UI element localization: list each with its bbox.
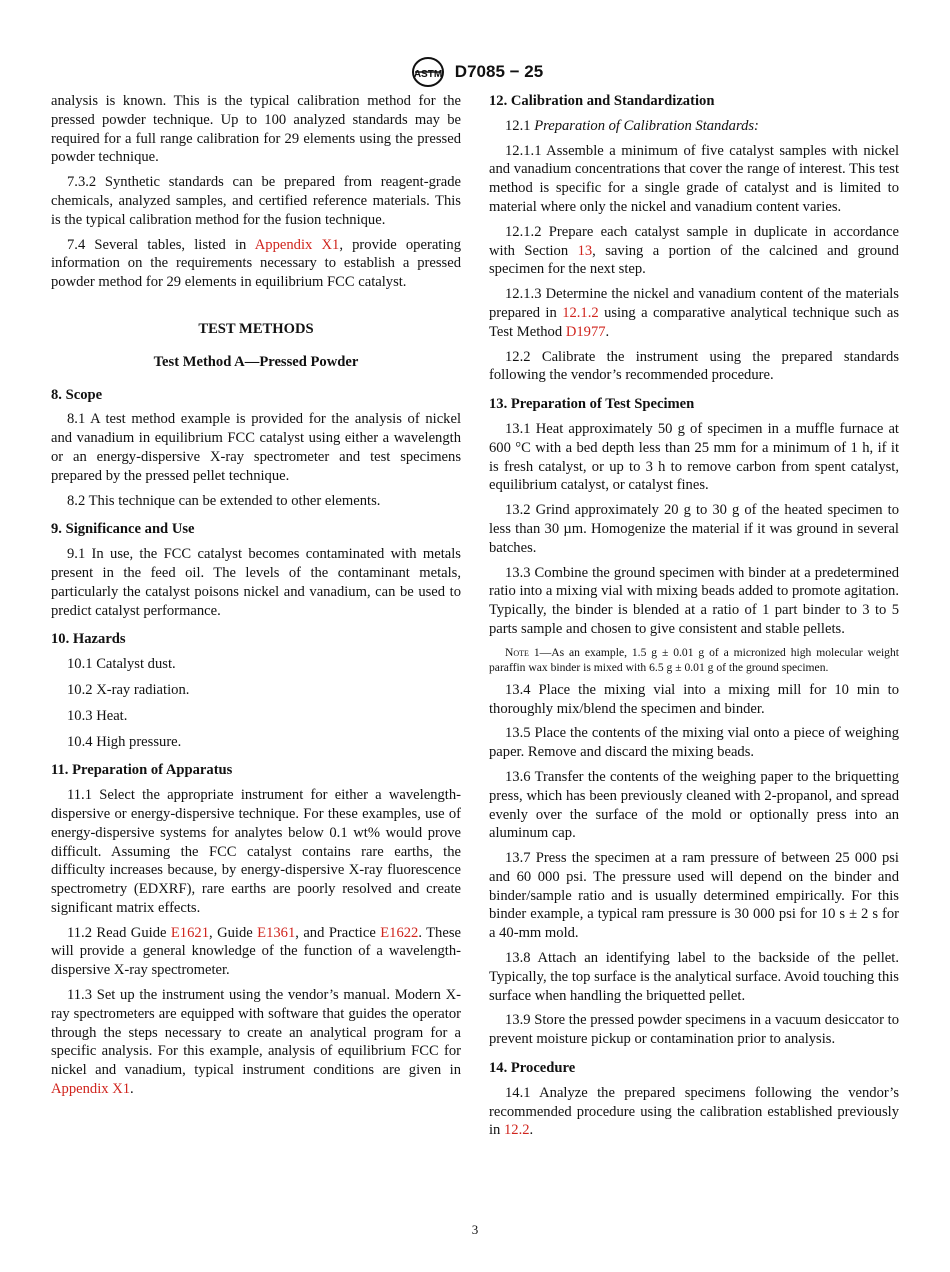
section-heading-test-specimen: 13. Preparation of Test Specimen (489, 396, 695, 413)
note: Note 1—As an example, 1.5 g ± 0.01 g of a micronized high molecular weight paraffin wax binder is mixed with 6.5 g ± 0.01 g of the ground specimen. (489, 645, 900, 674)
test-method-a-heading: Test Method A—Pressed Powder (153, 353, 359, 370)
paragraph: 9.1 In use, the FCC catalyst becomes contaminated with metals present in the feed oil. The levels of the contaminant metals, particularly the catalyst poisons nickel and vanadium, can be used to predict catalyst performance. (51, 546, 461, 619)
section-heading-apparatus: 11. Preparation of Apparatus (51, 762, 233, 779)
paragraph: 12.1.2 Prepare each catalyst sample in duplicate in accordance with Section 13, saving a portion of the calcined and ground specimen for the next step. (489, 223, 899, 278)
left-column (51, 92, 461, 1105)
list-item: 10.3 Heat. (67, 707, 128, 724)
e1622-link[interactable]: E1622 (380, 924, 419, 941)
astm-logo-icon (407, 56, 449, 88)
d1977-link[interactable]: D1977 (565, 323, 606, 340)
paragraph: 7.4 Several tables, listed in Appendix X1, provide operating information on the requirements necessary to establish a pressed powder method for 29 elements in equilibrium FCC catalyst. (51, 236, 461, 291)
section-heading-calibration: 12. Calibration and Standardization (489, 93, 715, 109)
appendix-x1-link[interactable]: Appendix X1 (51, 1081, 131, 1098)
document-code: D7085 − 25 (454, 62, 544, 81)
appendix-x1-link[interactable]: Appendix X1 (254, 236, 340, 253)
paragraph: 13.6 Transfer the contents of the weighing paper to the briquetting press, which has been previously cleaned with 2-propanol, and spread evenly over the surface of the mold or optionally press into an aluminum cap. (489, 768, 899, 842)
section-heading-hazards: 10. Hazards (51, 631, 126, 648)
paragraph: 14.1 Analyze the prepared specimens following the vendor’s recommended procedure using the calibration established previously in 12.2. (489, 1084, 899, 1139)
section-heading-significance: 9. Significance and Use (51, 521, 195, 538)
paragraph: 12.1.1 Assemble a minimum of five catalyst samples with nickel and vanadium concentrations that cover the range of interest. This test method is specific for a single grade of catalyst and is limited to material where only the nickel and vanadium content varies. (489, 142, 899, 215)
paragraph: analysis is known. This is the typical calibration method for the pressed powder technique. Up to 100 analyzed standards may be required for a full range calibration for 29 elements using the pressed powder technique. (51, 93, 461, 166)
paragraph: 13.2 Grind approximately 20 g to 30 g of the heated specimen to less than 30 µm. Homogenize the material if it was ground in several batches. (489, 502, 899, 556)
test-methods-heading: TEST METHODS (198, 320, 314, 337)
list-item: 10.4 High pressure. (67, 733, 182, 750)
paragraph: 13.5 Place the contents of the mixing vial onto a piece of weighing paper. Remove and discard the mixing beads. (489, 725, 899, 761)
paragraph: 11.1 Select the appropriate instrument for either a wavelength-dispersive or energy-dispersive technique. For these examples, use of energy-dispersive systems for analytes below 0.1 wt% would prove difficult. Assuming the FCC catalyst contains rare earths, the difficulty increases because, by energy-dispersive X-ray fluorescence spectrometry (EDXRF), rare earths are poorly resolved and create significant matrix effects. (51, 787, 461, 916)
paragraph: 13.1 Heat approximately 50 g of specimen in a muffle furnace at 600 °C with a bed depth less than 25 mm for a minimum of 1 h, if it is fresh catalyst, or up to 3 h to remove carbon from spent catalyst, equilibrium catalyst, or catalyst fines. (489, 420, 899, 494)
section-12-1-2-link[interactable]: 12.1.2 (562, 304, 599, 321)
section-heading-procedure: 14. Procedure (489, 1060, 576, 1077)
page-header (0, 56, 950, 88)
e1621-link[interactable]: E1621 (170, 924, 209, 941)
right-column (489, 92, 899, 1146)
page-number: 3 (471, 1222, 479, 1237)
list-item: 10.1 Catalyst dust. (67, 656, 176, 673)
paragraph: 13.7 Press the specimen at a ram pressure of between 25 000 psi and 60 000 psi. The pressure used will depend on the binder and binder/sample ratio and is usually determined empirically. For this binder example, a typical ram pressure is 30 000 psi for 10 s ± 2 s for a 40-mm mold. (489, 850, 899, 942)
paragraph: 7.3.2 Synthetic standards can be prepared from reagent-grade chemicals, analyzed samples, and certified reference materials. This is the typical calibration method for the fusion technique. (51, 174, 461, 228)
paragraph: 13.3 Combine the ground specimen with binder at a predetermined ratio into a mixing vial with mixing beads added to promote agitation. Typically, the binder is blended at a ratio of 1 part binder to 3 to 5 parts sample and chosen to give consistent and stable pellets. (489, 564, 899, 637)
paragraph: 11.3 Set up the instrument using the vendor’s manual. Modern X-ray spectrometers are equipped with software that guides the operator through the steps necessary to create an analytical program for a specific analysis. For this example, analysis of equilibrium FCC for nickel and vanadium, typical instrument conditions are given in Appendix X1. (51, 987, 461, 1098)
paragraph: 11.2 Read Guide E1621, Guide E1361, and Practice E1622. These will provide a general knowledge of the function of a wavelength-dispersive X-ray spectrometer. (51, 924, 461, 979)
paragraph: 8.2 This technique can be extended to other elements. (67, 492, 381, 509)
paragraph: 12.1.3 Determine the nickel and vanadium content of the materials prepared in 12.1.2 using a comparative analytical technique such as Test Method D1977. (489, 286, 899, 340)
paragraph: 13.9 Store the pressed powder specimens in a vacuum desiccator to prevent moisture pickup or contamination prior to analysis. (489, 1012, 899, 1048)
paragraph: 8.1 A test method example is provided for the analysis of nickel and vanadium in equilibrium FCC catalyst using either a wavelength or an energy-dispersive X-ray spectrometer and test specimens prepared by the pressed pellet technique. (51, 411, 461, 484)
section-12-2-link[interactable]: 12.2 (504, 1122, 530, 1139)
list-item: 10.2 X-ray radiation. (67, 681, 190, 698)
paragraph: 12.1 Preparation of Calibration Standards: (505, 117, 759, 134)
paragraph: 13.8 Attach an identifying label to the backside of the pellet. Typically, the top surface is the analytical surface. Avoid touching this surface when handling the briquetted pellet. (489, 950, 899, 1004)
section-13-link[interactable]: 13 (577, 242, 593, 259)
section-heading-scope: 8. Scope (51, 386, 103, 403)
e1361-link[interactable]: E1361 (257, 924, 296, 941)
paragraph: 12.2 Calibrate the instrument using the prepared standards following the vendor’s recommended procedure. (489, 348, 899, 384)
paragraph: 13.4 Place the mixing vial into a mixing mill for 10 min to thoroughly mix/blend the specimen and binder. (489, 681, 899, 717)
svg-text:ASTM: ASTM (413, 69, 442, 80)
